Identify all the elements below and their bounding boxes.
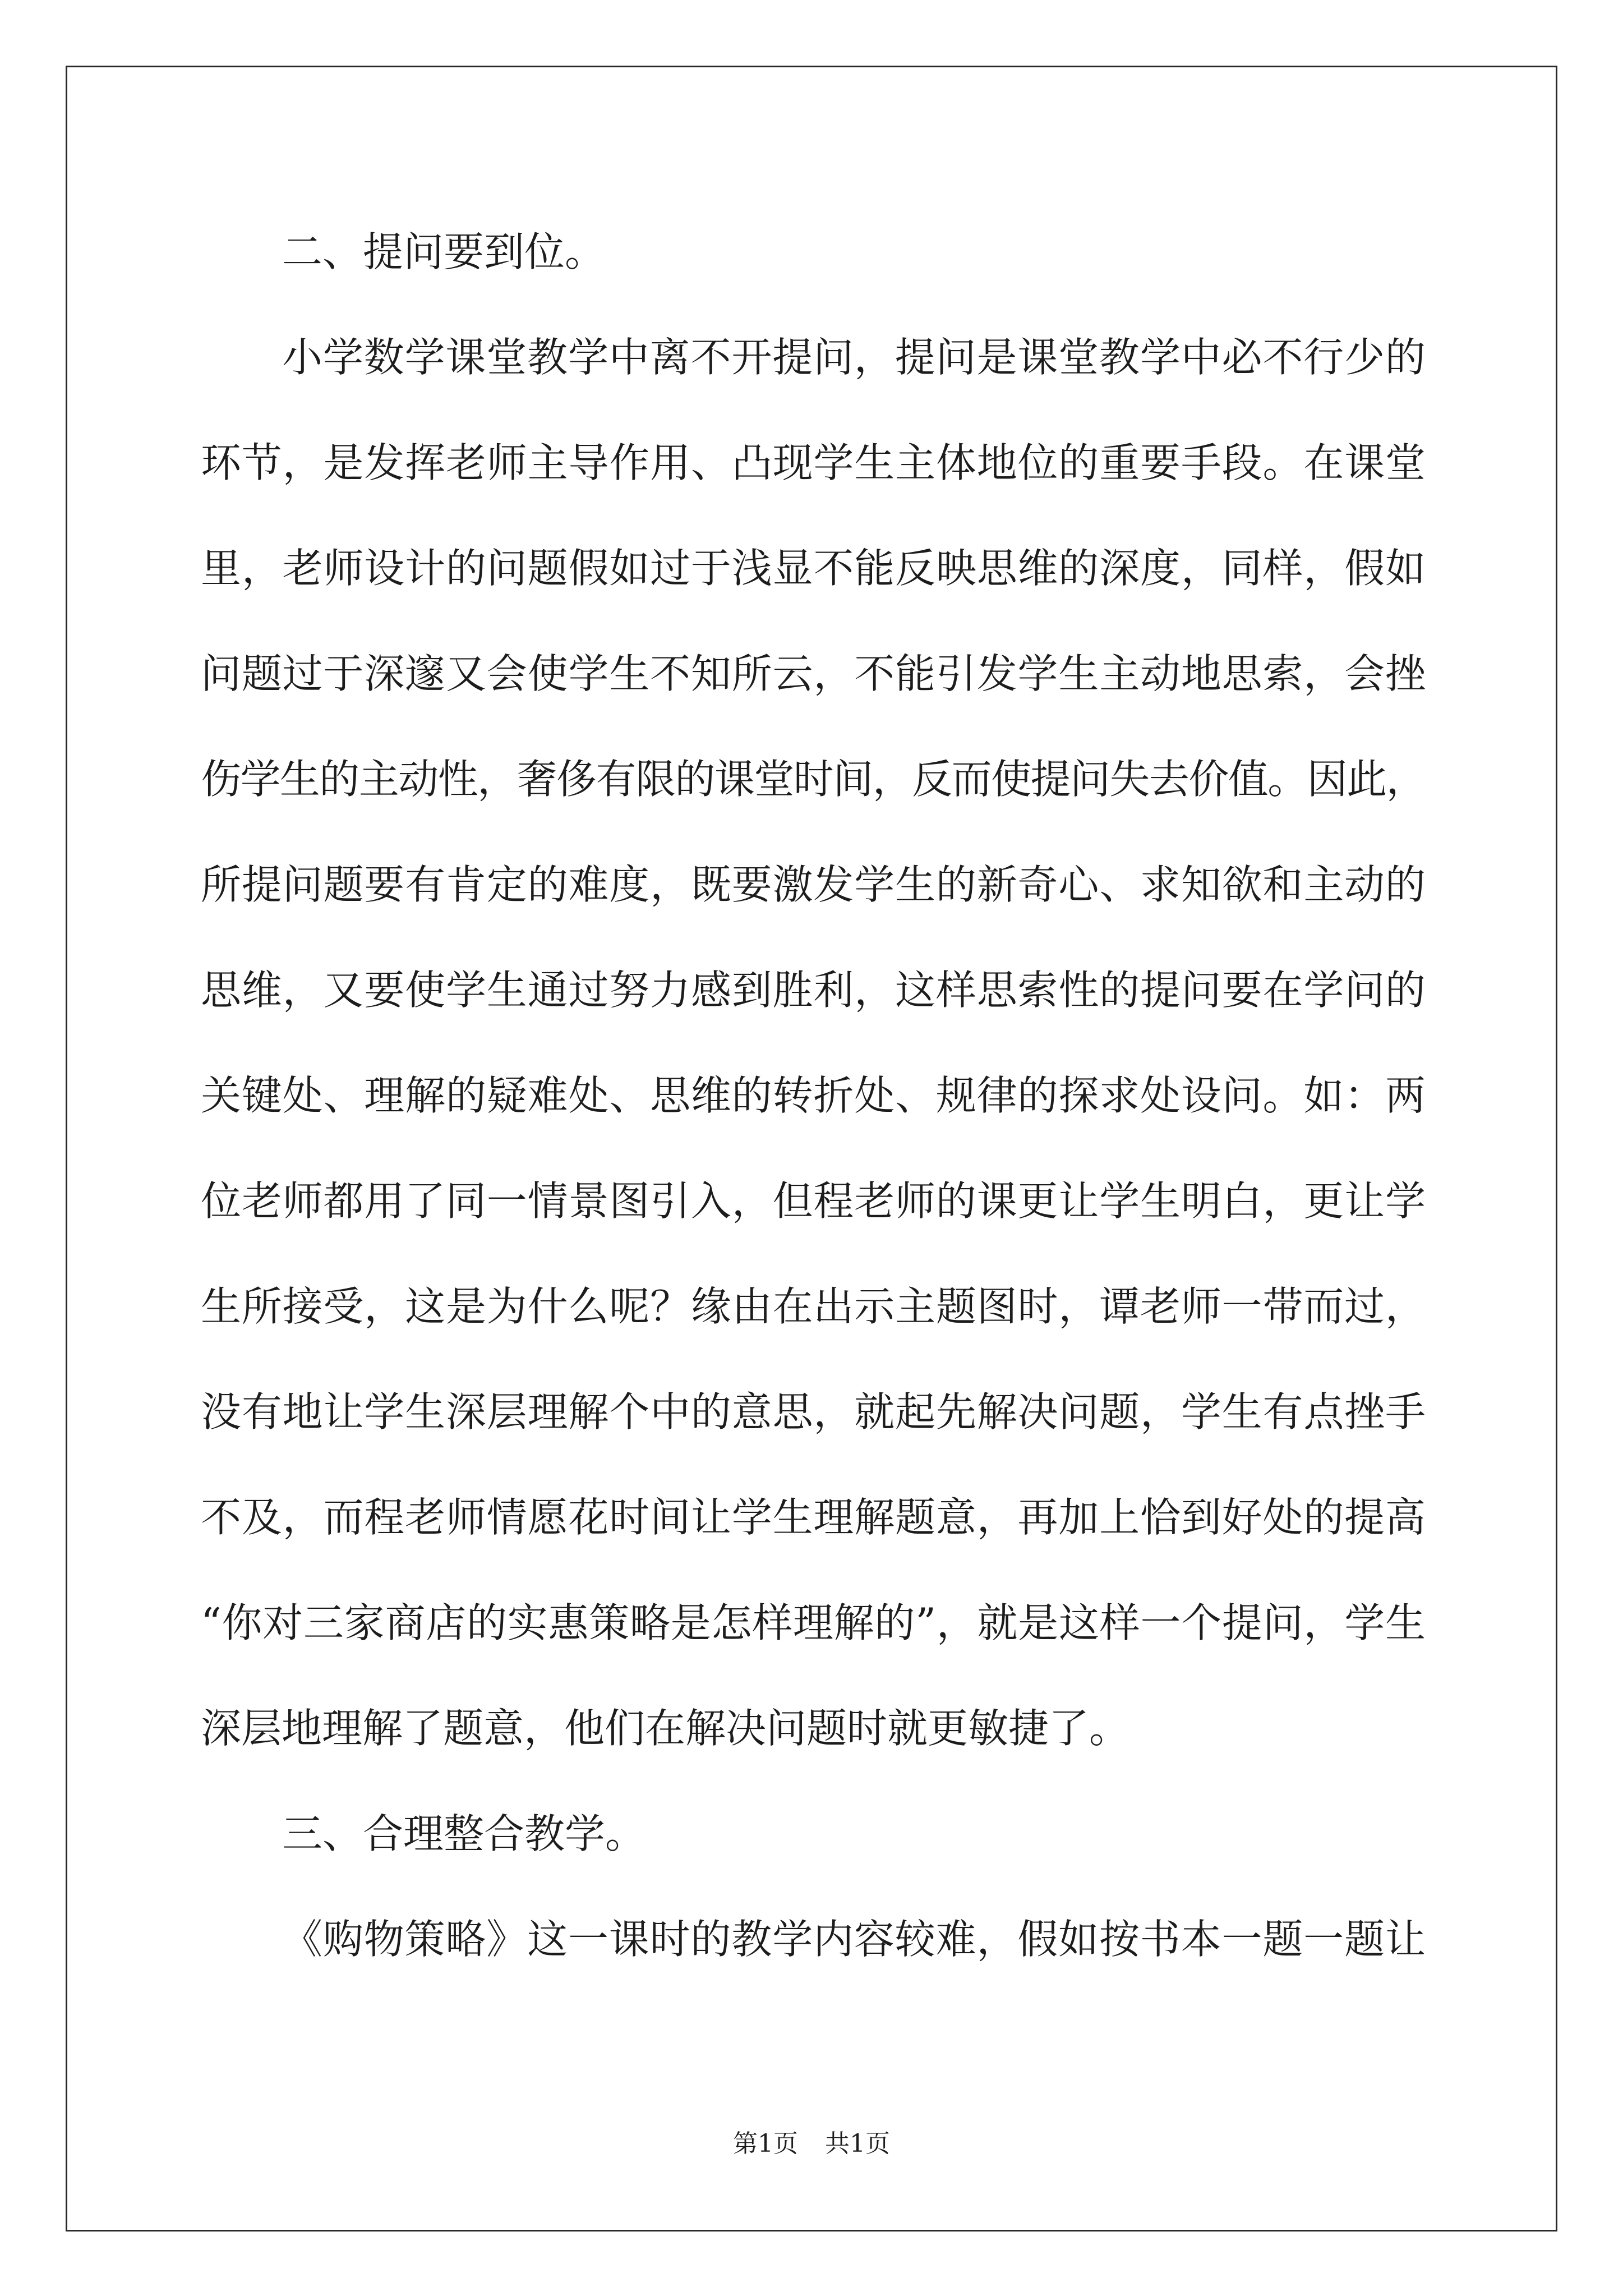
- text-line: 《购物策略》这一课时的教学内容较难，假如按书本一题一题让: [282, 1916, 1426, 1963]
- text-line: 小学数学课堂教学中离不开提问，提问是课堂教学中必不行少的: [282, 334, 1426, 381]
- text-line: 里，老师设计的问题假如过于浅显不能反映思维的深度，同样，假如: [201, 545, 1426, 592]
- text-line: 深层地理解了题意，他们在解决问题时就更敏捷了。: [201, 1705, 1130, 1752]
- text-line: 二、提问要到位。: [282, 228, 606, 275]
- body-paragraph: [201, 305, 1426, 1781]
- document-body: [201, 199, 1426, 1992]
- text-line: 环节，是发挥老师主导作用、凸现学生主体地位的重要手段。在课堂: [201, 439, 1426, 486]
- text-line: 问题过于深邃又会使学生不知所云，不能引发学生主动地思索，会挫: [201, 650, 1426, 697]
- text-line: 关键处、理解的疑难处、思维的转折处、规律的探求处设问。如：两: [201, 1072, 1426, 1119]
- text-line: “你对三家商店的实惠策略是怎样理解的”，就是这样一个提问，学生: [201, 1599, 1426, 1646]
- text-line: 三、合理整合教学。: [282, 1810, 646, 1857]
- text-line: 所提问题要有肯定的难度，既要激发学生的新奇心、求知欲和主动的: [201, 861, 1426, 908]
- section-heading: [201, 1781, 1426, 1887]
- text-line: 伤学生的主动性，奢侈有限的课堂时间，反而使提问失去价值。因此，: [201, 756, 1426, 803]
- page-total: 共1页: [825, 2129, 890, 2158]
- text-line: 不及，而程老师情愿花时间让学生理解题意，再加上恰到好处的提高: [201, 1494, 1426, 1541]
- body-paragraph: [201, 1887, 1426, 1992]
- text-line: 生所接受，这是为什么呢？缘由在出示主题图时，谭老师一带而过，: [201, 1283, 1426, 1330]
- page-footer: [0, 2127, 1623, 2161]
- text-line: 位老师都用了同一情景图引入，但程老师的课更让学生明白，更让学: [201, 1177, 1426, 1225]
- section-heading: [201, 199, 1426, 305]
- text-line: 思维，又要使学生通过努力感到胜利，这样思索性的提问要在学问的: [201, 967, 1426, 1014]
- text-line: 没有地让学生深层理解个中的意思，就起先解决问题，学生有点挫手: [201, 1388, 1426, 1435]
- page-number: 第1页: [733, 2129, 798, 2158]
